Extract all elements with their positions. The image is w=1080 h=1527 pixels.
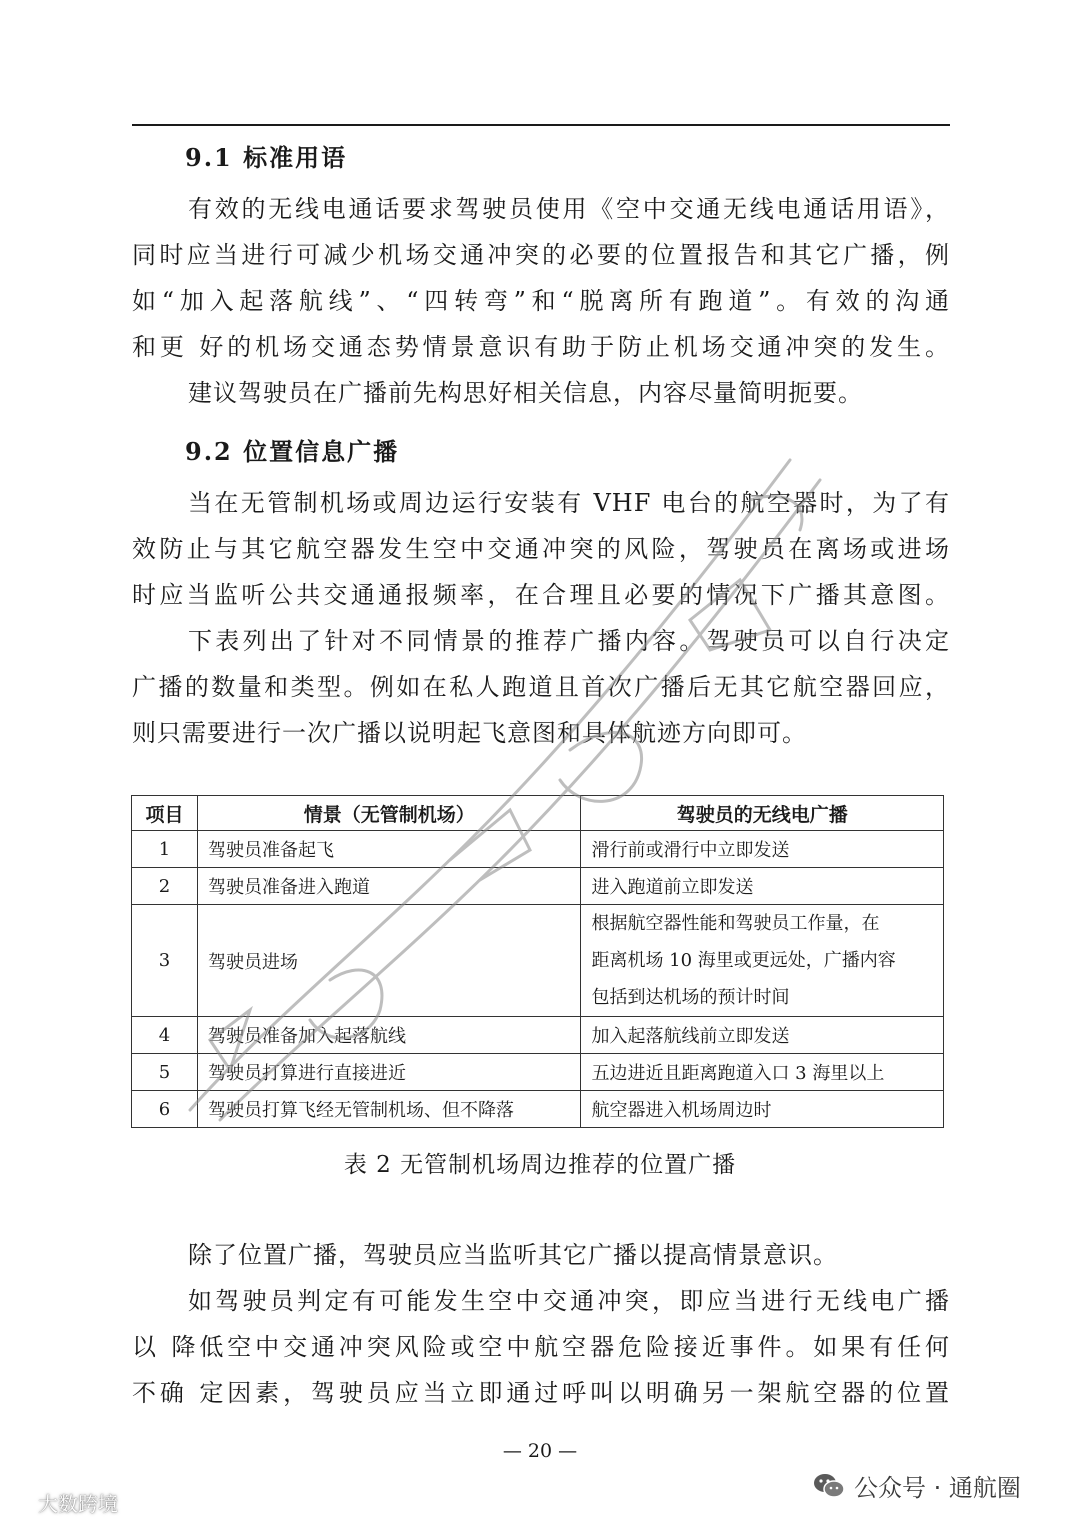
row-number: 2: [132, 868, 198, 905]
position-broadcast-table: [131, 795, 944, 1128]
table-row: [132, 1017, 944, 1054]
row-scenario: 驾驶员进场: [197, 905, 581, 1017]
paragraph-line: 除了位置广播，驾驶员应当监听其它广播以提高情景意识。: [188, 1241, 838, 1269]
watermark-left-text: 大数跨境: [38, 1492, 118, 1516]
section-heading-9-2: 9.2 位置信息广播: [185, 437, 400, 466]
row-number: 1: [132, 831, 198, 868]
paragraph-line: 建议驾驶员在广播前先构思好相关信息，内容尽量简明扼要。: [188, 379, 863, 407]
paragraph-line: 效防止与其它航空器发生空中交通冲突的风险，驾驶员在离场或进场: [132, 535, 950, 563]
table-caption: 表 2 无管制机场周边推荐的位置广播: [343, 1152, 737, 1178]
row-broadcast: 五边进近且距离跑道入口 3 海里以上: [581, 1054, 944, 1091]
row-broadcast: 加入起落航线前立即发送: [581, 1017, 944, 1054]
broadcast-line: 根据航空器性能和驾驶员工作量，在: [591, 913, 880, 934]
watermark-right: [812, 1468, 1021, 1503]
row-scenario: 驾驶员准备进入跑道: [197, 868, 581, 905]
table-row: [132, 868, 944, 905]
paragraph-line: 和更 好的机场交通态势情景意识有助于防止机场交通冲突的发生。: [132, 333, 950, 361]
row-scenario: 驾驶员准备起飞: [197, 831, 581, 868]
paragraph-line: 同时应当进行可减少机场交通冲突的必要的位置报告和其它广播，例: [132, 241, 950, 269]
watermark-right-text: 公众号 · 通航圈: [854, 1474, 1021, 1502]
weibo-icon: [8, 1493, 34, 1513]
broadcast-line: 包括到达机场的预计时间: [591, 987, 790, 1008]
row-broadcast: 进入跑道前立即发送: [581, 868, 944, 905]
paragraph-line: 如“加入起落航线”、“四转弯”和“脱离所有跑道”。有效的沟通: [132, 287, 950, 315]
paragraph-line: 如驾驶员判定有可能发生空中交通冲突，即应当进行无线电广播: [188, 1287, 950, 1315]
wechat-icon: [812, 1471, 846, 1501]
row-number: 6: [132, 1091, 198, 1128]
row-scenario: 驾驶员打算进行直接进近: [197, 1054, 581, 1091]
table-row: [132, 1091, 944, 1128]
table-row: [132, 905, 944, 1017]
paragraph-line: 不确 定因素，驾驶员应当立即通过呼叫以明确另一架航空器的位置: [132, 1379, 950, 1407]
table-row: [132, 831, 944, 868]
paragraph-line: 时应当监听公共交通通报频率，在合理且必要的情况下广播其意图。: [132, 581, 950, 609]
table-header-row: [132, 796, 944, 831]
row-number: 4: [132, 1017, 198, 1054]
page-number: — 20 —: [502, 1440, 578, 1462]
section-heading-9-1: 9.1 标准用语: [185, 143, 348, 172]
paragraph-line: 当在无管制机场或周边运行安装有 VHF 电台的航空器时，为了有: [188, 489, 950, 517]
header-rule: [132, 124, 950, 126]
broadcast-line: 距离机场 10 海里或更远处，广播内容: [591, 950, 896, 971]
row-scenario: 驾驶员准备加入起落航线: [197, 1017, 581, 1054]
table-row: [132, 1054, 944, 1091]
header-broadcast: 驾驶员的无线电广播: [581, 796, 944, 831]
watermark-left: [8, 1488, 118, 1517]
paragraph-line: 有效的无线电通话要求驾驶员使用《空中交通无线电通话用语》，: [188, 195, 950, 223]
paragraph-line: 以 降低空中交通冲突风险或空中航空器危险接近事件。如果有任何: [132, 1333, 950, 1361]
row-number: 3: [132, 905, 198, 1017]
row-scenario: 驾驶员打算飞经无管制机场、但不降落: [197, 1091, 581, 1128]
paragraph-line: 下表列出了针对不同情景的推荐广播内容。驾驶员可以自行决定: [188, 627, 950, 655]
row-broadcast: [581, 905, 944, 1017]
header-scenario: 情景（无管制机场）: [197, 796, 581, 831]
paragraph-line: 广播的数量和类型。例如在私人跑道且首次广播后无其它航空器回应，: [132, 673, 950, 701]
header-item: 项目: [132, 796, 198, 831]
row-number: 5: [132, 1054, 198, 1091]
row-broadcast: 滑行前或滑行中立即发送: [581, 831, 944, 868]
row-broadcast: 航空器进入机场周边时: [581, 1091, 944, 1128]
paragraph-line: 则只需要进行一次广播以说明起飞意图和具体航迹方向即可。: [132, 719, 807, 747]
